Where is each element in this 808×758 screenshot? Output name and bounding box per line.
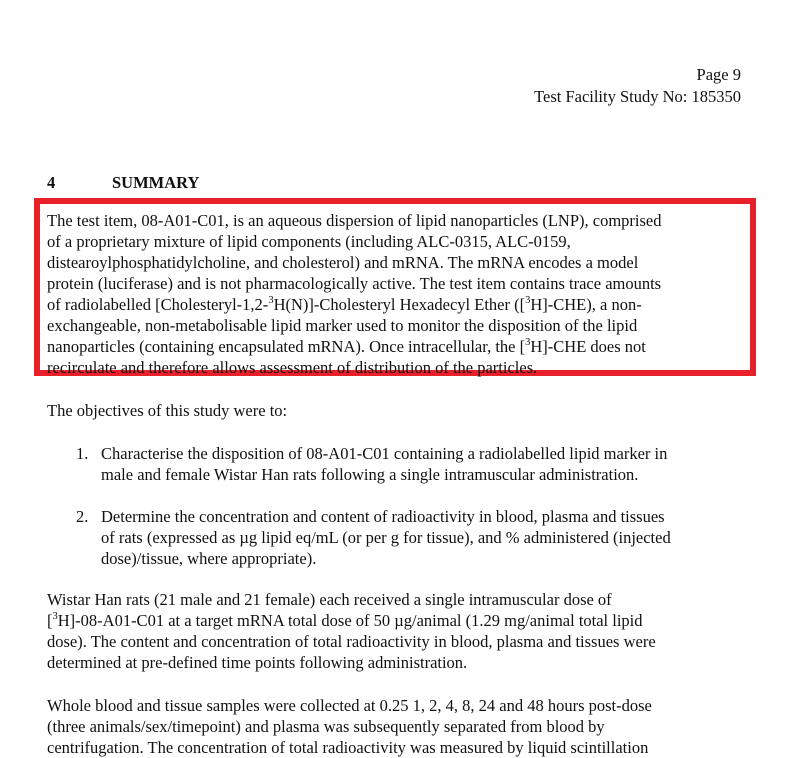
- list-item-line: of rats (expressed as µg lipid eq/mL (or per g for tissue), and % administered (injected: [101, 528, 671, 547]
- superscript: 3: [268, 294, 274, 306]
- sampling-paragraph: [47, 695, 652, 758]
- list-marker: 1.: [76, 444, 89, 463]
- summary-line: exchangeable, non-metabolisable lipid marker used to monitor the disposition of the lipid: [47, 316, 638, 335]
- summary-line: [47, 336, 662, 357]
- summary-line: distearoylphosphatidylcholine, and cholesterol) and mRNA. The mRNA encodes a model: [47, 253, 639, 272]
- list-item-line: dose)/tissue, where appropriate).: [101, 549, 317, 568]
- list-item-body: [101, 506, 671, 569]
- dosing-paragraph: [47, 589, 656, 673]
- summary-paragraph: [47, 210, 662, 378]
- sampling-line: (three animals/sex/timepoint) and plasma was subsequently separated from blood by: [47, 717, 605, 736]
- page-number: Page 9: [696, 65, 741, 84]
- dosing-line: Wistar Han rats (21 male and 21 female) each received a single intramuscular dose of: [47, 590, 612, 609]
- superscript: 3: [52, 610, 58, 622]
- objectives-intro: [47, 400, 287, 421]
- list-item-body: [101, 443, 667, 485]
- list-item-line: Determine the concentration and content of radioactivity in blood, plasma and tissues: [101, 507, 665, 526]
- list-item-line: Characterise the disposition of 08-A01-C01 containing a radiolabelled lipid marker in: [101, 444, 668, 463]
- text-run: H]-08-A01-C01 at a target mRNA total dose of 50 µg/animal (1.29 mg/animal total lipid: [57, 611, 643, 630]
- section-number: 4: [47, 173, 56, 192]
- section-title: SUMMARY: [112, 173, 200, 192]
- dosing-line: dose). The content and concentration of total radioactivity in blood, plasma and tissues were: [47, 632, 656, 651]
- sampling-line: Whole blood and tissue samples were collected at 0.25 1, 2, 4, 8, 24 and 48 hours post-dose: [47, 696, 652, 715]
- list-marker: 2.: [76, 507, 89, 526]
- summary-line: of a proprietary mixture of lipid components (including ALC-0315, ALC-0159,: [47, 232, 571, 251]
- objectives-intro-text: The objectives of this study were to:: [47, 401, 288, 420]
- superscript: 3: [525, 294, 531, 306]
- page-header: [534, 64, 741, 108]
- summary-line: The test item, 08-A01-C01, is an aqueous dispersion of lipid nanoparticles (LNP), comprised: [47, 211, 662, 230]
- list-item-line: male and female Wistar Han rats following a single intramuscular administration.: [101, 465, 639, 484]
- summary-line: [47, 294, 662, 315]
- text-run: H]-CHE does not: [530, 337, 646, 356]
- summary-line: protein (luciferase) and is not pharmacologically active. The test item contains trace amounts: [47, 274, 662, 293]
- text-run: nanoparticles (containing encapsulated mRNA). Once intracellular, the [: [47, 337, 526, 356]
- dosing-line: [47, 610, 656, 631]
- summary-line: recirculate and therefore allows assessment of distribution of the particles.: [47, 358, 538, 377]
- text-run: H]-CHE), a non-: [530, 295, 642, 314]
- dosing-line: determined at pre-defined time points following administration.: [47, 653, 468, 672]
- sampling-line: centrifugation. The concentration of total radioactivity was measured by liquid scintillation: [47, 738, 649, 757]
- study-number: Test Facility Study No: 185350: [534, 87, 741, 106]
- text-run: H(N)]-Cholesteryl Hexadecyl Ether ([: [273, 295, 526, 314]
- section-heading: [47, 172, 199, 194]
- text-run: [: [47, 611, 53, 630]
- text-run: of radiolabelled [Cholesteryl-1,2-: [47, 295, 269, 314]
- superscript: 3: [525, 336, 531, 348]
